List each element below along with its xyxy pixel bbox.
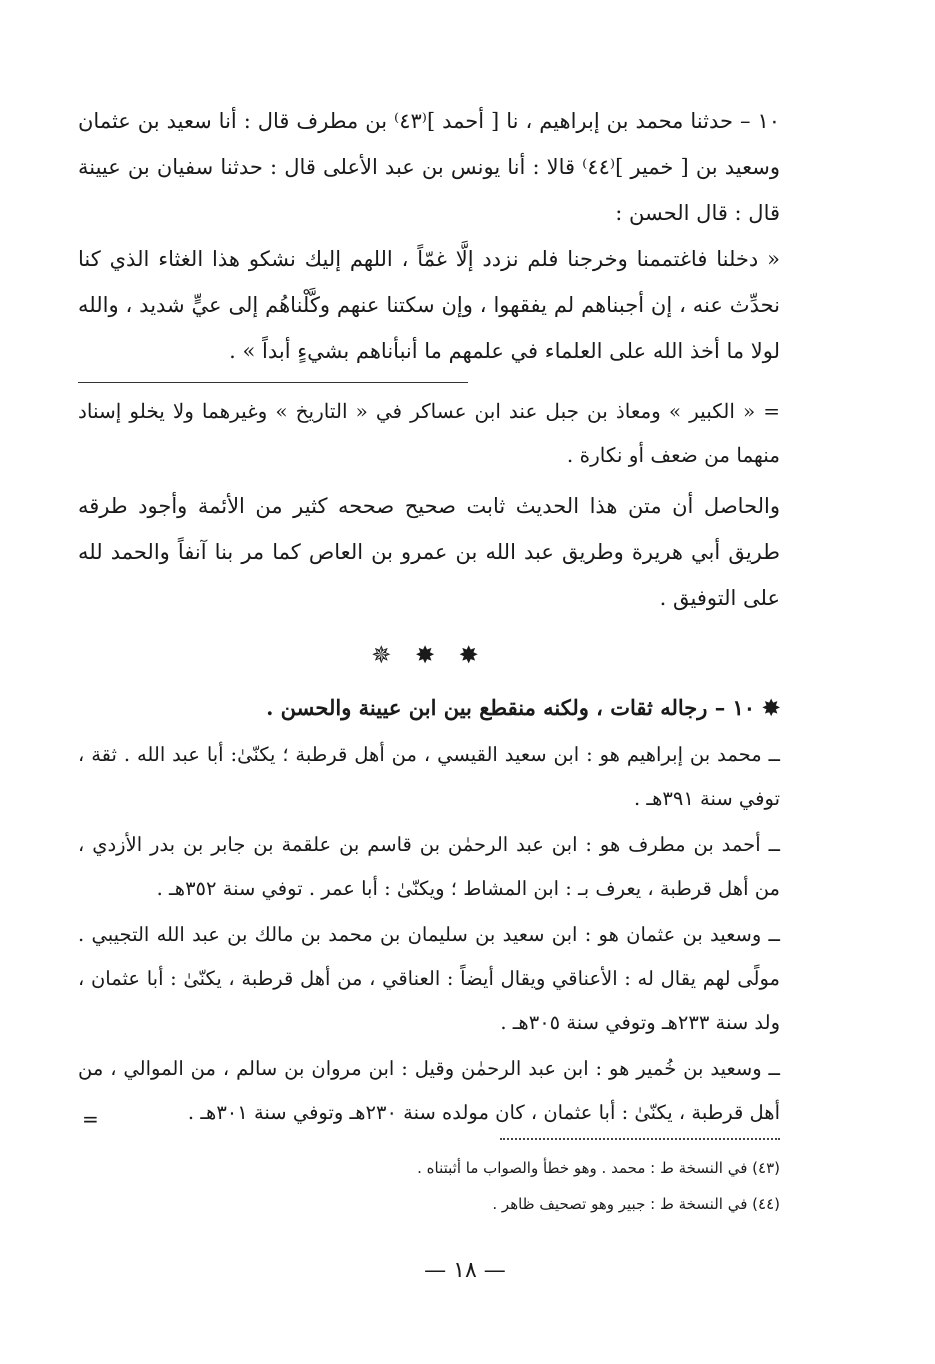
narrator-entry: ــ أحمد بن مطرف هو : ابن عبد الرحمٰن بن قاسم بن علقمة بن جابر بن بدر الأزدي ، من أهل قرطبة ، يعرف بـ : ابن المشاط ؛ ويكنّىٰ : أبا عمر . توفي سنة ٣٥٢هـ . [78,833,780,900]
continued-mark: = [82,1107,99,1131]
hadith-isnad: ١٠ – حدثنا محمد بن إبراهيم ، نا [ أحمد ]⁽٤٣⁾ بن مطرف قال : أنا سعيد بن عثمان وسعيد بن [ خمير ]⁽٤٤⁾ قالا : أنا يونس بن عبد الأعلى قال : حدثنا سفيان بن عيينة قال : قال الحسن : [78,109,780,225]
footnote-44: (٤٤) في النسخة ط : جبير وهو تصحيف ظاهر . [492,1195,780,1213]
continued-footnote: = « الكبير » ومعاذ بن جبل عند ابن عساكر في « التاريخ » وغيرهما ولا يخلو إسناد منهما من ضعف أو نكارة . [78,399,780,467]
separator-rule [78,382,468,383]
narrator-entry: ــ محمد بن إبراهيم هو : ابن سعيد القيسي ، من أهل قرطبة ؛ يكنّىٰ: أبا عبد الله . ثقة ، توفي سنة ٣٩١هـ . [78,743,780,810]
narrator-entry: ــ وسعيد بن خُمير هو : ابن عبد الرحمٰن وقيل : ابن مروان بن سالم ، من الموالي ، من أهل قرطبة ، يكنّىٰ : أبا عثمان ، كان مولده سنة ٢٣٠هـ وتوفي سنة ٣٠١هـ . [78,1057,780,1124]
hadith-text: « دخلنا فاغتممنا وخرجنا فلم نزدد إلَّا غمّاً ، اللهم إليك نشكو هذا الغثاء الذي كنا نحدِّث عنه ، إن أجبناهم لم يفقهوا ، وإن سكتنا عنهم وكَّلْناهُم إلى عيٍّ شديد ، والله لولا ما أخذ الله على العلماء في علمهم ما أنبأناهم بشيءٍ أبداً » . [78,247,780,363]
conclusion-paragraph: والحاصل أن متن هذا الحديث ثابت صحيح صححه كثير من الأئمة وأجود طرقه طريق أبي هريرة وطريق عبد الله بن عمرو بن العاص كما مر بنا آنفاً والحمد لله على التوفيق . [78,494,780,610]
grading-heading: ✸ ١٠ – رجاله ثقات ، ولكنه منقطع بين ابن عيينة والحسن . [266,695,780,720]
footnotes [300,1150,780,1222]
narrator-entry: ــ وسعيد بن عثمان هو : ابن سعيد بن سليمان بن محمد بن مالك بن عبد الله التجيبي . مولًى لهم يقال له : الأعناقي ويقال أيضاً : العناقي ، من أهل قرطبة ، يكنّىٰ : أبا عثمان ، ولد سنة ٢٣٣هـ وتوفي سنة ٣٠٥هـ . [78,923,780,1034]
section-stars: ✸ ✸ ✵ [371,641,487,669]
footnote-43: (٤٣) في النسخة ط : محمد . وهو خطأ والصواب ما أثبتناه . [417,1159,780,1177]
page-body [78,98,780,1135]
page-number: — ١٨ — [424,1258,506,1283]
footnote-divider [500,1138,780,1140]
